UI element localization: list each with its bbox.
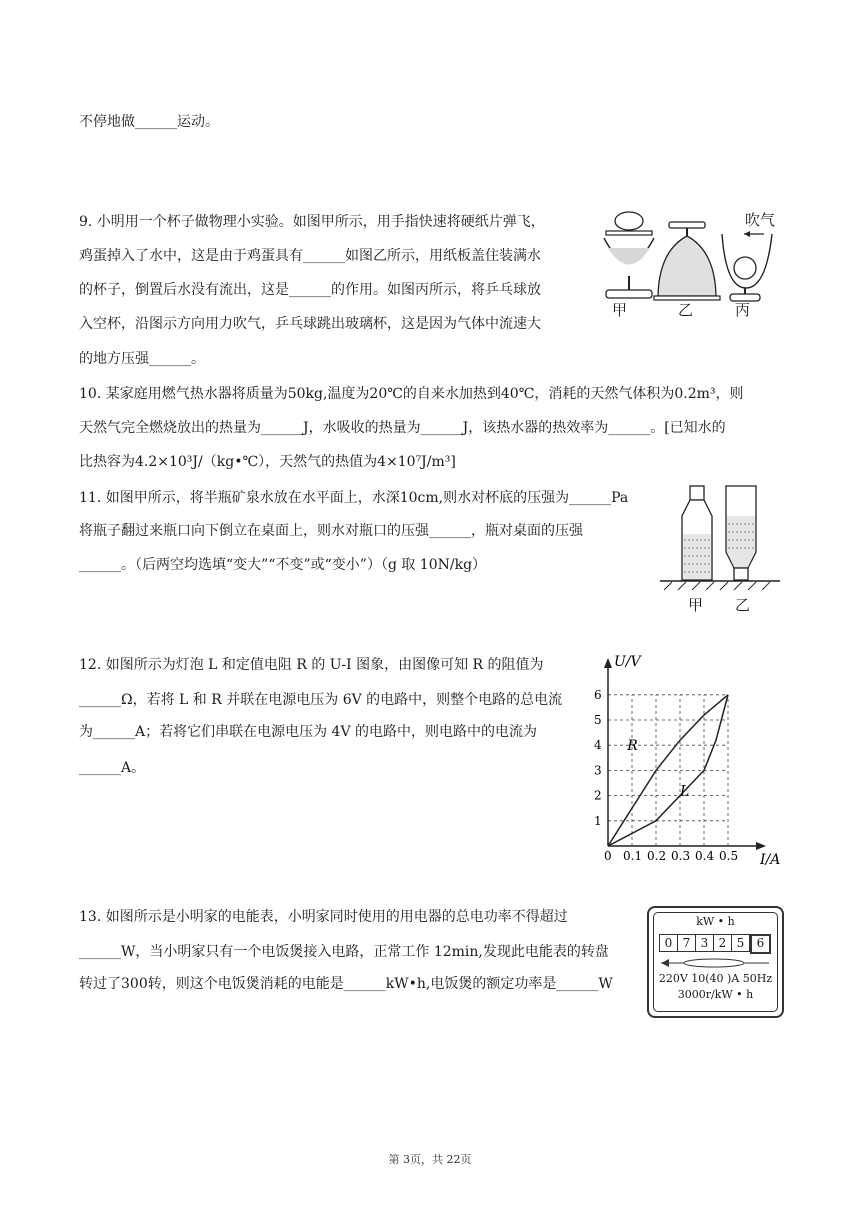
- q13-line-3: 转过了300转，则这个电饭煲消耗的电能是______kW•h,电饭煲的额定功率是______W: [79, 976, 613, 992]
- meter-disc: [659, 956, 771, 970]
- blow-label: 吹气: [745, 211, 776, 229]
- x-tick-label: 0.3: [671, 849, 691, 863]
- chart-grid: [608, 695, 728, 846]
- x-axis-arrow: [756, 842, 766, 850]
- y-tick-label: 2: [594, 788, 602, 803]
- q9-line-5: 的地方压强______。: [79, 351, 205, 367]
- meter-unit: kW • h: [696, 915, 735, 928]
- q9-line-1: 9. 小明用一个杯子做物理小实验。如图甲所示，用手指快速将硬纸片弹飞，: [79, 214, 545, 230]
- x-tick-label: 0.5: [719, 849, 739, 863]
- y-axis-label: U/V: [614, 654, 641, 670]
- cup-label-jia: 甲: [612, 301, 628, 319]
- meter-digit: 0: [659, 934, 678, 952]
- q10-line-2: 天然气完全燃烧放出的热量为______J，水吸收的热量为______J，该热水器的热效率为______。[已知水的: [79, 420, 726, 436]
- q9-line-2: 鸡蛋掉入了水中，这是由于鸡蛋具有______如图乙所示，用纸板盖住装满水: [79, 248, 541, 264]
- meter-spec-2: 3000r/kW • h: [677, 988, 754, 1001]
- y-tick-label: 3: [594, 763, 602, 778]
- y-tick-label: 6: [594, 687, 602, 702]
- meter-digit: 5: [732, 934, 750, 952]
- ui-graph: [590, 650, 790, 870]
- x-axis-label: I/A: [760, 852, 781, 868]
- q10-line-1: 10. 某家庭用燃气热水器将质量为50kg,温度为20℃的自来水加热到40℃，消耗的天然气体积为0.2m³，则: [79, 386, 744, 402]
- chart-ticks: [594, 688, 738, 863]
- meter-digit: 3: [696, 934, 714, 952]
- q13-line-1: 13. 如图所示是小明家的电能表，小明家同时使用的用电器的总电功率不得超过: [79, 909, 568, 925]
- cup-label-bing: 丙: [735, 301, 751, 319]
- meter-digit: 6: [750, 934, 771, 954]
- q13-line-2: ______W，当小明家只有一个电饭煲接入电路，正常工作 12min,发现此电能表的转盘: [79, 944, 609, 960]
- energy-meter: [647, 906, 784, 1018]
- x-tick-label: 0.1: [623, 849, 643, 863]
- bottle-label-jia: 甲: [688, 596, 704, 614]
- q9-line-4: 入空杯，沿图示方向用力吹气，乒乓球跳出玻璃杯，这是因为气体中流速大: [79, 316, 541, 332]
- series-label-R: R: [627, 738, 638, 755]
- x-tick-label: 0.4: [695, 849, 715, 863]
- meter-digit: 7: [678, 934, 696, 952]
- q11-line-1: 11. 如图甲所示，将半瓶矿泉水放在水平面上，水深10cm,则水对杯底的压强为______Pa: [79, 490, 629, 506]
- series-label-L: L: [680, 783, 690, 800]
- q10-line-3: 比热容为4.2×10³J/（kg•℃），天然气的热值为4×10⁷J/m³]: [79, 454, 456, 470]
- q12-line-2: ______Ω，若将 L 和 R 并联在电源电压为 6V 的电路中，则整个电路的总电流: [79, 692, 563, 708]
- q12-line-3: 为______A；若将它们串联在电源电压为 4V 的电路中，则电路中的电流为: [79, 724, 538, 740]
- q12-line-4: ______A。: [79, 760, 146, 776]
- y-axis-arrow: [604, 658, 612, 668]
- q9-line-3: 的杯子，倒置后水没有流出，这是______的作用。如图丙所示，将乒乓球放: [79, 282, 541, 298]
- bottle-label-yi: 乙: [735, 596, 751, 614]
- x-tick-label: 0: [604, 849, 612, 863]
- meter-spec-1: 220V 10(40 )A 50Hz: [658, 972, 773, 985]
- carryover-line: 不停地做______运动。: [79, 114, 219, 130]
- meter-digits: [659, 934, 771, 954]
- q11-bottles-figure: [660, 482, 780, 594]
- y-tick-label: 1: [594, 813, 602, 828]
- q12-line-1: 12. 如图所示为灯泡 L 和定值电阻 R 的 U-I 图象，由图像可知 R 的阻值为: [79, 657, 544, 673]
- y-tick-label: 4: [594, 738, 602, 753]
- page-footer: 第 3页，共 22页: [388, 1153, 472, 1166]
- x-tick-label: 0.2: [647, 849, 667, 863]
- q11-line-2: 将瓶子翻过来瓶口向下倒立在桌面上，则水对瓶口的压强______，瓶对桌面的压强: [79, 523, 583, 539]
- q11-line-3: ______。（后两空均选填“变大”“不变”或“变小”）（g 取 10N/kg）: [79, 557, 487, 573]
- y-tick-label: 5: [594, 713, 602, 727]
- meter-digit: 2: [714, 934, 732, 952]
- cup-label-yi: 乙: [678, 301, 694, 319]
